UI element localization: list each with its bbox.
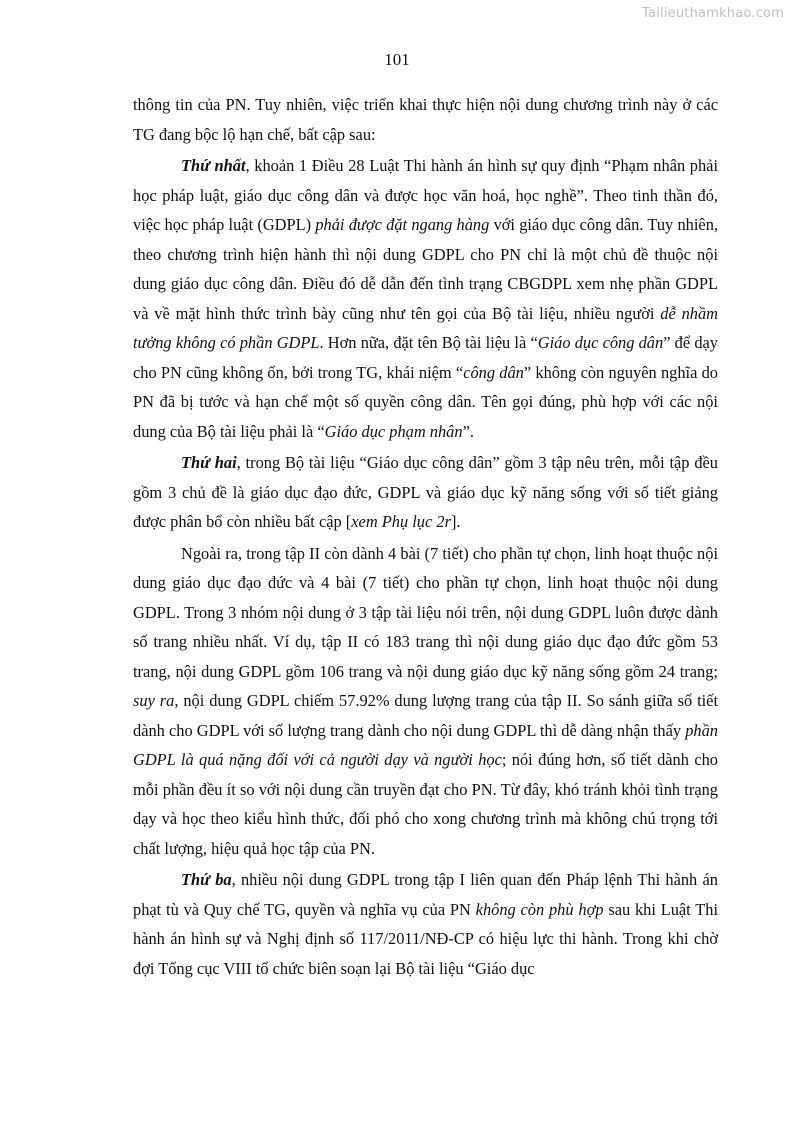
paragraph-5-lead: Thứ ba (181, 870, 232, 889)
paragraph-4-text: Ngoài ra, trong tập II còn dành 4 bài (7 tiết) cho phần tự chọn, linh hoạt thuộc nội dung giáo dục đạo đức và 4 bài (7 tiết) cho phần tự chọn, linh hoạt thuộc nội dung GDPL. Trong 3 nhóm nội dung ở 3 tập tài liệu nói trên, nội dung GDPL luôn được dành số trang nhiều nhất. Ví dụ, tập II có 183 trang thì nội dung giáo dục đạo đức gồm 53 trang, nội dung GDPL gồm 106 trang và nội dung giáo dục kỹ năng sống gồm 24 trang; (133, 543, 718, 681)
page-body (133, 90, 718, 985)
paragraph-3-text: ]. (450, 512, 461, 531)
paragraph-3-lead: Thứ hai (181, 453, 237, 472)
paragraph-5-text: sau khi Luật Thi hành án hình sự và Nghị định số 117/2011/NĐ-CP có hiệu lực thi hành. Trong khi chờ đợi Tổng cục VIII tổ chức biên soạn lại Bộ tài liệu “Giáo dục (133, 899, 719, 978)
paragraph-3 (133, 448, 718, 537)
paragraph-2-text: với giáo dục công dân. Tuy nhiên, theo chương trình hiện hành thì nội dung GDPL cho PN chỉ là một chủ đề thuộc nội dung giáo dục công dân. Điều đó dễ dẫn đến tình trạng CBGDPL xem nhẹ phần GDPL và về mặt hình thức trình bày cũng như tên gọi của Bộ tài liệu, nhiều người (133, 215, 718, 323)
paragraph-4 (133, 539, 718, 864)
paragraph-2-text: ” không còn nguyên nghĩa do PN đã bị tước và hạn chế một số quyền công dân. Tên gọi đúng, phù hợp với các nội dung của Bộ tài liệu phải là “ (133, 362, 719, 441)
paragraph-2-text: ”. (462, 421, 474, 441)
paragraph-5-text: , nhiều nội dung GDPL trong tập I liên quan đến Pháp lệnh Thi hành án phạt tù và Quy chế TG, quyền và nghĩa vụ của PN (133, 870, 718, 919)
paragraph-2-emphasis: Giáo dục phạm nhân (324, 421, 463, 441)
paragraph-1-text: thông tin của PN. Tuy nhiên, việc triển khai thực hiện nội dung chương trình này ở các TG đang bộc lộ hạn chế, bất cập sau: (133, 95, 718, 144)
paragraph-2-emphasis: phải được đặt ngang hàng (315, 215, 490, 234)
paragraph-2-text: . Hơn nữa, đặt tên Bộ tài liệu là “ (319, 333, 538, 352)
paragraph-2-emphasis: Giáo dục công dân (537, 333, 664, 352)
paragraph-2 (133, 151, 718, 446)
paragraph-2-emphasis: công dân (463, 362, 524, 382)
paragraph-2-lead: Thứ nhất (181, 156, 246, 175)
paragraph-2-text: ” để dạy cho PN cũng không ổn, bởi trong TG, khái niệm “ (133, 333, 718, 382)
paragraph-3-text: , trong Bộ tài liệu “Giáo dục công dân” gồm 3 tập nêu trên, mỗi tập đều gồm 3 chủ đề là giáo dục đạo đức, GDPL và giáo dục kỹ năng sống với số tiết giảng được phân bổ còn nhiều bất cập [ (133, 453, 718, 531)
watermark: Tailieuthamkhao.com (642, 6, 784, 21)
paragraph-2-text: , khoản 1 Điều 28 Luật Thi hành án hình sự quy định “Phạm nhân phải học pháp luật, giáo dục công dân và được học văn hoá, học nghề”. Theo tinh thần đó, việc học pháp luật (GDPL) (133, 156, 718, 234)
page-number: 101 (384, 50, 410, 69)
paragraph-1 (133, 90, 718, 149)
paragraph-4-text: , nội dung GDPL chiếm 57.92% dung lượng trang của tập II. So sánh giữa số tiết dành cho GDPL với số lượng trang dành cho nội dung GDPL thì dễ dàng nhận thấy (133, 691, 718, 740)
paragraph-4-text: ; nói đúng hơn, số tiết dành cho mỗi phần đều ít so với nội dung cần truyền đạt cho PN. Từ đây, khó tránh khỏi tình trạng dạy và học theo kiểu hình thức, đối phó cho xong chương trình mà không chú trọng tới chất lượng, hiệu quả học tập của PN. (133, 750, 718, 858)
paragraph-4-emphasis: suy ra (133, 691, 175, 710)
paragraph-4-emphasis: phần GDPL là quá nặng đối với cả người dạy và người học (133, 720, 718, 769)
paragraph-5 (133, 865, 718, 983)
paragraph-3-emphasis: xem Phụ lục 2r (351, 512, 451, 531)
paragraph-2-emphasis: dễ nhầm tưởng không có phần GDPL (133, 303, 718, 352)
paragraph-5-emphasis: không còn phù hợp (475, 899, 604, 919)
